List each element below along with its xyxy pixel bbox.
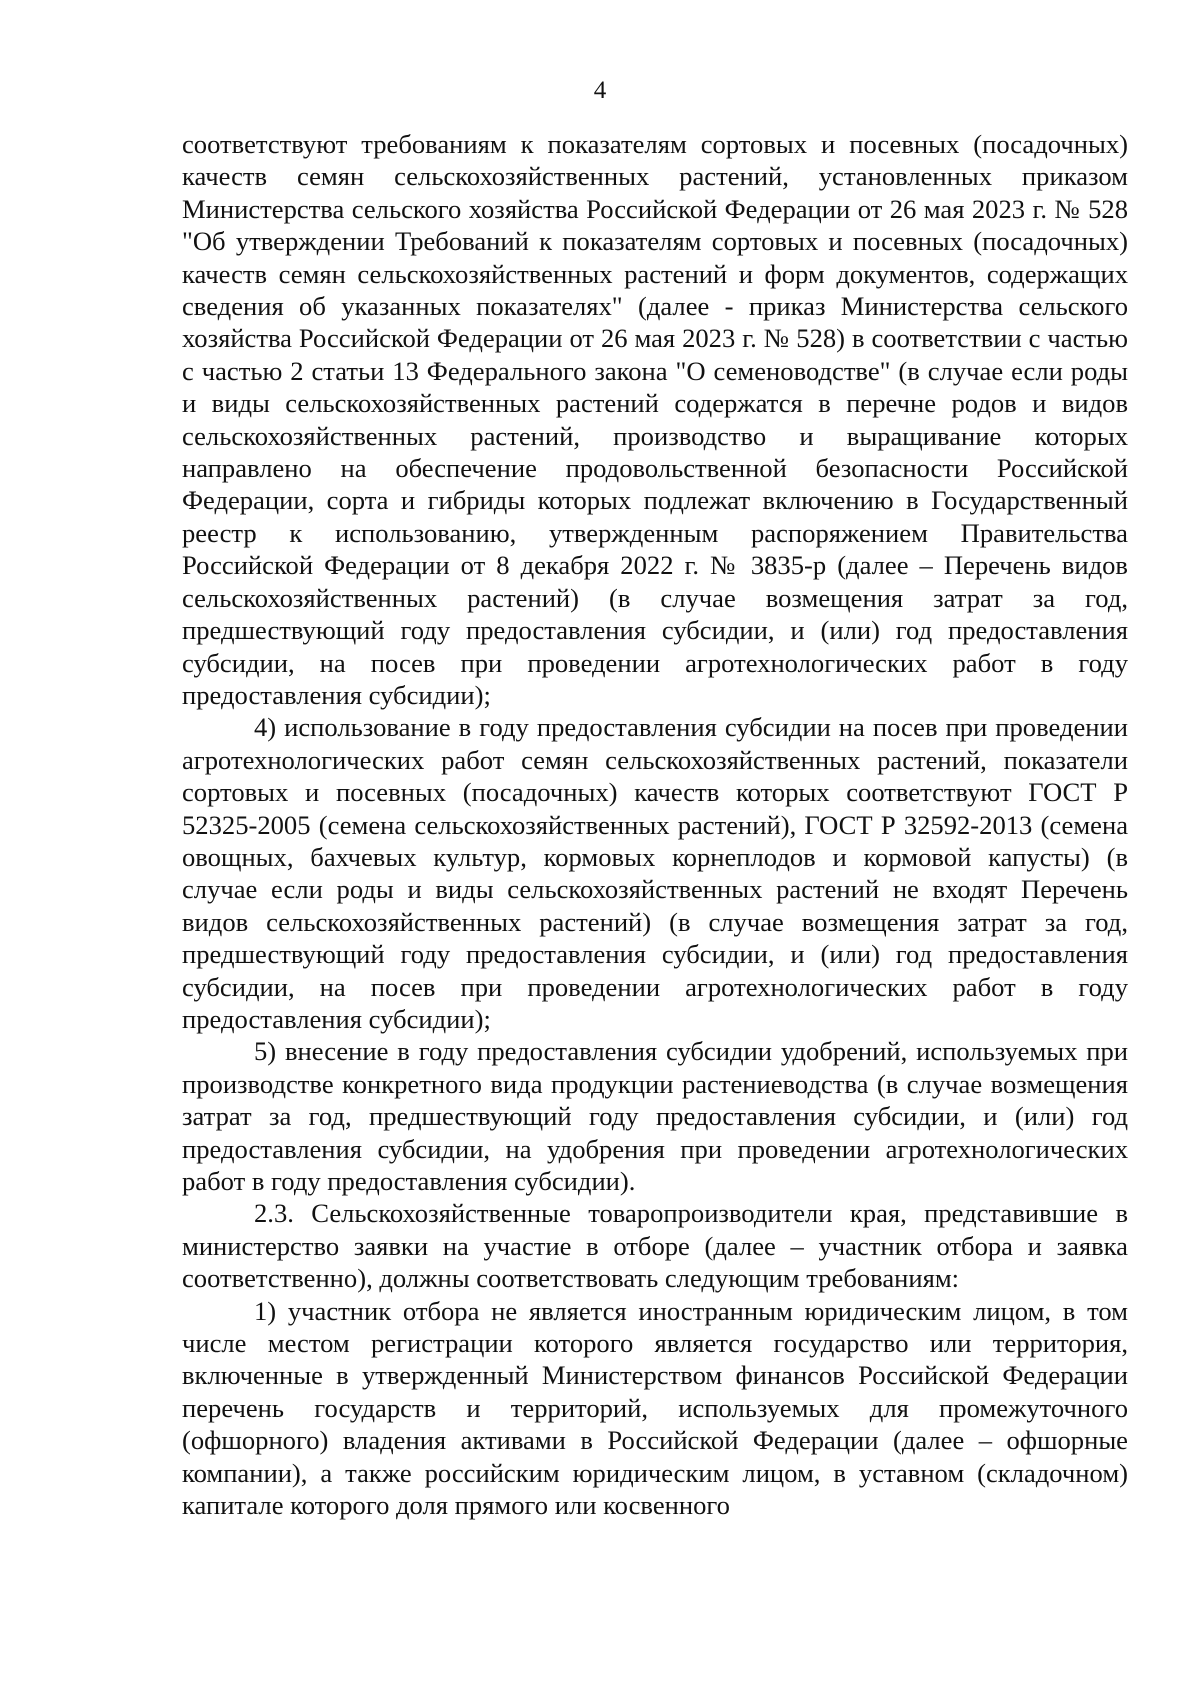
- paragraph-section-2-3: 2.3. Сельскохозяйственные товаропроизводители края, представившие в министерство заявки на участие в отборе (далее – участник отбора и заявка соответственно), должны соответствовать следующим требованиям:: [182, 1198, 1128, 1294]
- paragraph-item-5: 5) внесение в году предоставления субсидии удобрений, используемых при производстве конкретного вида продукции растениеводства (в случае возмещения затрат за год, предшествующий году предоставления субсидии, и (или) год предоставления субсидии, на удобрения при проведении агротехнологических работ в году предоставления субсидии).: [182, 1036, 1128, 1196]
- paragraph-item-4: 4) использование в году предоставления субсидии на посев при проведении агротехнологических работ семян сельскохозяйственных растений, показатели сортовых и посевных (посадочных) качеств которых соответствуют ГОСТ Р 52325-2005 (семена сельскохозяйственных растений), ГОСТ Р 32592-2013 (семена овощных, бахчевых культур, кормовых корнеплодов и кормовой капусты) (в случае если роды и виды сельскохозяйственных растений не входят Перечень видов сельскохозяйственных растений) (в случае возмещения затрат за год, предшествующий году предоставления субсидии, и (или) год предоставления субсидии, на посев при проведении агротехнологических работ в году предоставления субсидии);: [182, 712, 1128, 1034]
- page-number: 4: [593, 77, 607, 104]
- paragraph-requirement-1: 1) участник отбора не является иностранным юридическим лицом, в том числе местом регистрации которого является государство или территория, включенные в утвержденный Министерством финансов Российской Федерации перечень государств и территорий, используемых для промежуточного (офшорного) владения активами в Российской Федерации (далее – офшорные компании), а также российским юридическим лицом, в уставном (складочном) капитале которого доля прямого или косвенного: [182, 1295, 1128, 1521]
- document-body: [182, 128, 1128, 1521]
- paragraph-continuation: соответствуют требованиям к показателям сортовых и посевных (посадочных) качеств семян сельскохозяйственных растений, установленных приказом Министерства сельского хозяйства Российской Федерации от 26 мая 2023 г. № 528 "Об утверждении Требований к показателям сортовых и посевных (посадочных) качеств семян сельскохозяйственных растений и форм документов, содержащих сведения об указанных показателях" (далее - приказ Министерства сельского хозяйства Российской Федерации от 26 мая 2023 г. № 528) в соответствии с частью с частью 2 статьи 13 Федерального закона "О семеноводстве" (в случае если роды и виды сельскохозяйственных растений содержатся в перечне родов и видов сельскохозяйственных растений, производство и выращивание которых направлено на обеспечение продовольственной безопасности Российской Федерации, сорта и гибриды которых подлежат включению в Государственный реестр к использованию, утвержденным распоряжением Правительства Российской Федерации от 8 декабря 2022 г. № 3835-р (далее – Перечень видов сельскохозяйственных растений) (в случае возмещения затрат за год, предшествующий году предоставления субсидии, и (или) год предоставления субсидии, на посев при проведении агротехнологических работ в году предоставления субсидии);: [182, 129, 1128, 710]
